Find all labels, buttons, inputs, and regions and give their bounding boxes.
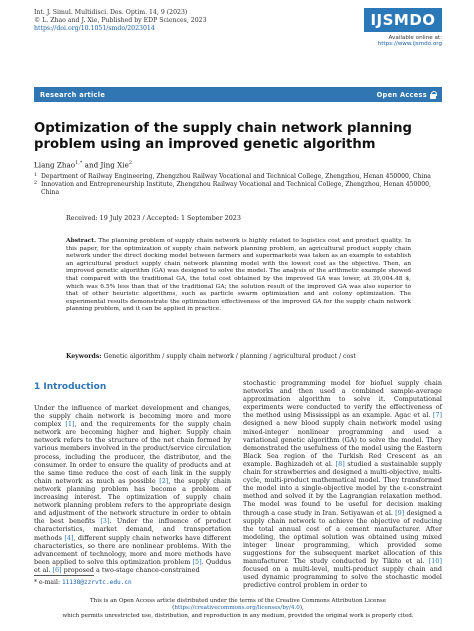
abstract-text: The planning problem of supply chain network is highly related to logistics cost and product quality. In this paper, for the optimization of supply chain network planning problem, an agricultural product supply chain network under the direct docking model between farmers and supermarkets was taken as an example to establish an agricultural product supply chain network planning model with the lowest cost as the objective. Then, an improved genetic algorithm (GA) was designed to solve the model. The analysis of the arithmetic example showed that compared with the traditional GA, the total cost obtained by the improved GA was lower, at 39,004.48 $, which was 6.5% less than that of the traditional GA; the solution result of the improved GA was also superior to that of other heuristic algorithms, such as particle swarm optimization and ant colony optimization. The experimental results demonstrate the optimization effectiveness of the improved GA for the supply chain network planning problem, and it can be applied in practice. bbox=[66, 238, 411, 313]
article-type-band bbox=[34, 87, 442, 102]
body-paragraph: stochastic programming model for biofuel supply chain networks and then used a combined sample-average approximation algorithm to solve it. Computational experiments were conducted to verify the effectiveness of the method using Mississippi as an example. Agac et al. [7] designed a new blood supply chain network model using mixed-integer nonlinear programming and used a variational genetic algorithm (GA) to solve the model. They demonstrated the usefulness of the model using the Eastern Black Sea region of the Turkish Red Crescent as an example. Baghizadeh et al. [8] studied a sustainable supply chain for strawberries and designed a multi-objective, multi-cycle, multi-product mathematical model. They transformed the model into a single-objective model by the ε-constraint method and solved it by the Lagrangian relaxation method. The model was found to be useful for decision making through a case study in Iran. Setiyawan et al. [9] designed a supply chain network to achieve the objective of reducing the total annual cost of a cement manufacturer. After modeling, the optimal solution was obtained using mixed integer linear programming, which provided some suggestions for the subsequent market allocation of this manufacturer. The study conducted by Tikito et al. [10] focused on a multi-level, multi-product supply chain and used dynamic programming to solve the stochastic model predictive control problem in order to bbox=[243, 379, 442, 590]
open-access-badge bbox=[377, 91, 436, 99]
corresponding-author-footnote bbox=[34, 579, 132, 586]
affiliation-number: 1 bbox=[34, 173, 38, 178]
author-affil-sup: 1,* bbox=[75, 160, 83, 166]
license-line: This is an Open Access article distributed under the terms of the Creative Commons Attribution License (https://creativecommons.org/licenses/by/4.0), bbox=[89, 598, 387, 612]
citation-link[interactable]: [7] bbox=[432, 411, 442, 420]
citation-link[interactable]: [8] bbox=[335, 459, 345, 468]
keywords-label: Keywords: bbox=[66, 353, 102, 360]
journal-logo[interactable]: IJSMDO bbox=[364, 8, 442, 32]
email-link[interactable]: 11138@zzrvtc.edu.cn bbox=[61, 579, 132, 586]
article-title: Optimization of the supply chain network planning problem using an improved genetic algorithm bbox=[34, 121, 412, 152]
footnote-prefix: * e-mail: bbox=[34, 579, 62, 586]
author-affil-sup: 2 bbox=[128, 160, 133, 166]
copyright-line: © L. Zhao and J. Xie, Published by EDP Sciences, 2023 bbox=[34, 17, 207, 24]
citation-link[interactable]: [3] bbox=[100, 517, 110, 526]
journal-citation: Int. J. Simul. Multidisci. Des. Optim. 14, 9 (2023) bbox=[34, 9, 188, 16]
received-accepted-dates: Received: 19 July 2023 / Accepted: 1 September 2023 bbox=[66, 214, 241, 222]
abstract bbox=[66, 237, 411, 314]
license-notice bbox=[34, 598, 442, 620]
journal-brand bbox=[362, 8, 442, 47]
citation-link[interactable]: [5] bbox=[192, 557, 202, 566]
license-link[interactable]: https://creativecommons.org/licenses/by/4.0 bbox=[174, 605, 300, 612]
keywords-text: Genetic algorithm / supply chain network / planning / agricultural product / cost bbox=[103, 353, 356, 360]
journal-url-link[interactable]: https://www.ijsmdo.org bbox=[377, 41, 442, 47]
citation-link[interactable]: [1] bbox=[65, 420, 75, 429]
section-heading: 1 Introduction bbox=[34, 382, 107, 392]
abstract-label: Abstract. bbox=[66, 237, 97, 244]
journal-meta bbox=[34, 9, 294, 33]
author-conjunction: and bbox=[82, 160, 101, 170]
affiliation-item bbox=[34, 181, 442, 197]
citation-link[interactable]: [10] bbox=[428, 557, 442, 566]
affiliation-number: 2 bbox=[34, 181, 38, 186]
affiliations bbox=[34, 173, 442, 197]
author-name: Jing Xie bbox=[100, 160, 129, 170]
doi-link[interactable]: https://doi.org/10.1051/smdo/2023014 bbox=[34, 25, 155, 32]
citation-link[interactable]: [6] bbox=[52, 565, 62, 574]
author-name: Liang Zhao bbox=[34, 160, 76, 170]
affiliation-text: Innovation and Entrepreneurship Institute, Zhengzhou Railway Vocational and Technical College, Zhengzhou, Henan 450000, China bbox=[41, 181, 431, 196]
author-list bbox=[34, 160, 132, 169]
open-access-label: Open Access bbox=[376, 90, 427, 99]
article-type-label: Research article bbox=[40, 90, 106, 99]
affiliation-text: Department of Railway Engineering, Zhengzhou Railway Vocational and Technical College, Zhengzhou, Henan 450000, China bbox=[41, 173, 431, 180]
citation-link[interactable]: [2] bbox=[159, 476, 169, 485]
affiliation-item bbox=[34, 173, 442, 181]
open-lock-icon bbox=[430, 91, 436, 99]
footnote-divider bbox=[34, 575, 94, 576]
body-column-left bbox=[34, 404, 231, 574]
license-line: which permits unrestricted use, distribution, and reproduction in any medium, provided the original work is properly cited. bbox=[62, 612, 414, 619]
citation-link[interactable]: [9] bbox=[395, 508, 405, 517]
body-paragraph: Under the influence of market development and changes, the supply chain network is becoming more and more complex [1], and the requirements for the supply chain network are becoming higher and higher. Supply chain network refers to the structure of the net chain formed by various members involved in the product/service circulation process, including the producer, the distributor, and the consumer. In order to ensure the quality of products and at the same time reduce the cost of each link in the supply chain network as much as possible [2], the supply chain network planning problem has become a problem of increasing interest. The optimization of supply chain network planning problem refers to the appropriate design and adjustment of the network structure in order to obtain the best benefits [3]. Under the influence of product characteristics, market demand, and transportation methods [4], different supply chain networks have different characteristics, so there are nonlinear problems. With the advancement of technology, more and more methods have been applied to solve this optimization problem [5]. Quddus et al. [6] proposed a two-stage chance-constrained bbox=[34, 404, 232, 574]
citation-link[interactable]: [4] bbox=[64, 533, 74, 542]
keywords bbox=[66, 353, 411, 360]
available-online-label: Available online at: bbox=[388, 35, 442, 41]
body-column-right bbox=[243, 379, 442, 589]
